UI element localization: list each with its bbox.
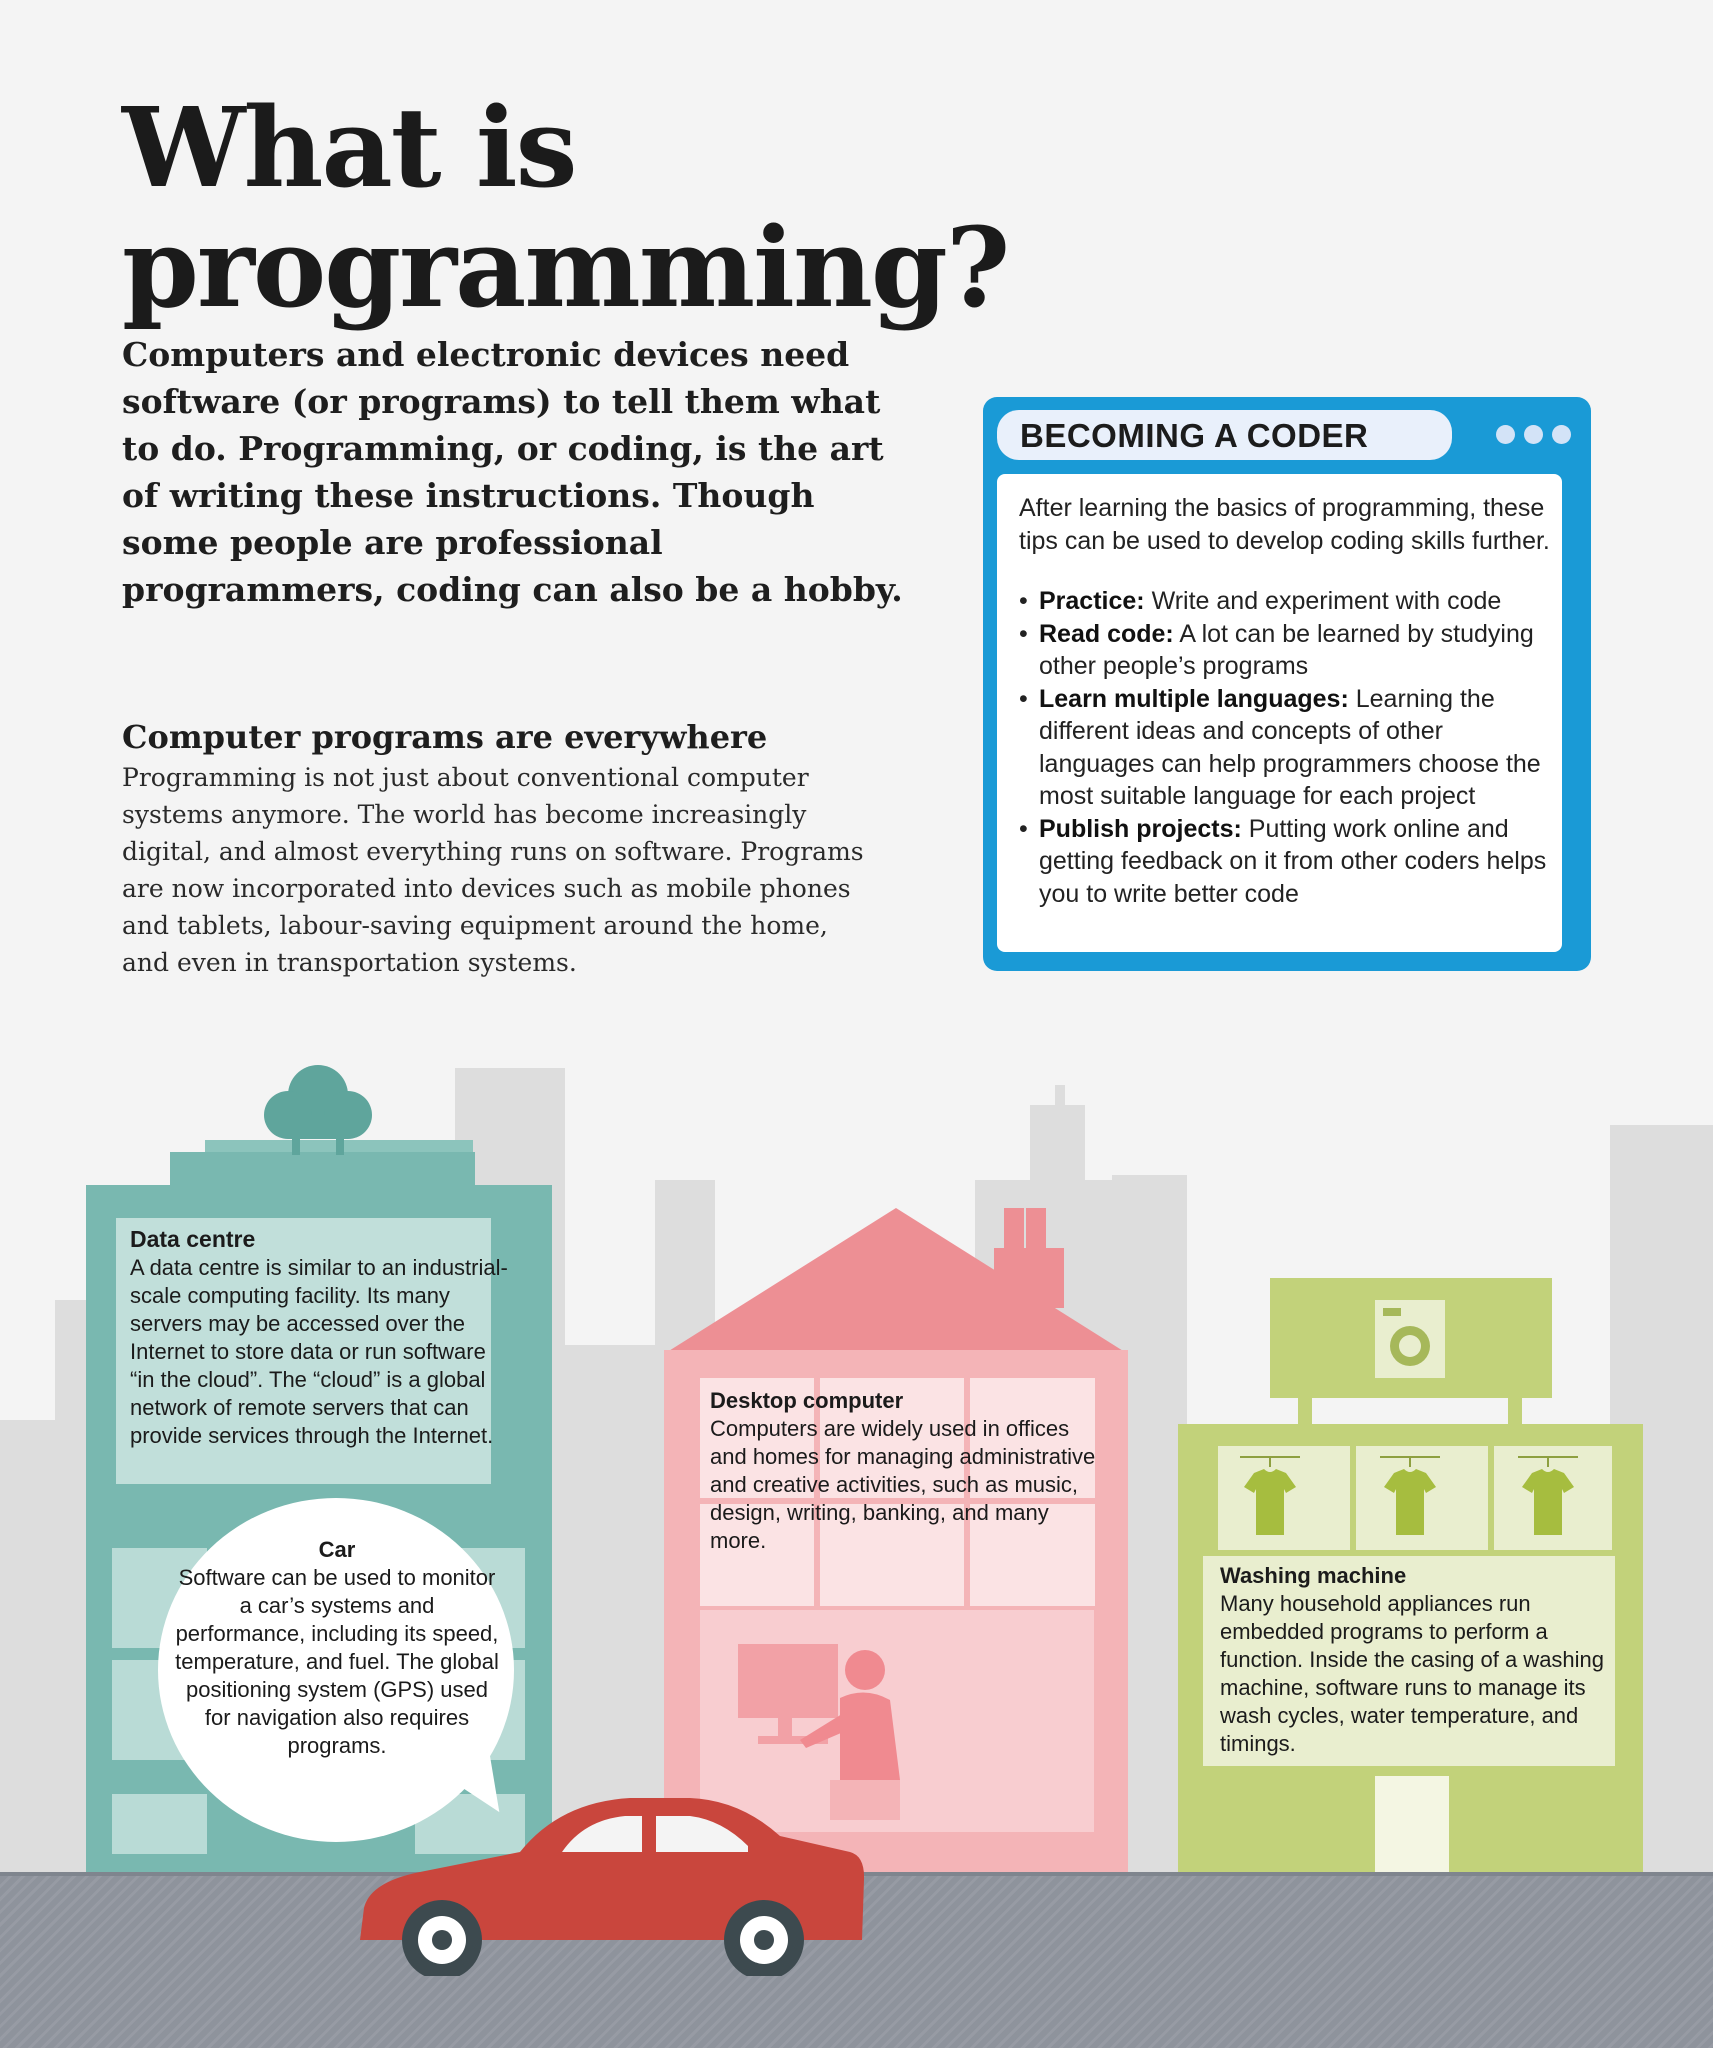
tshirt-icon bbox=[1518, 1455, 1578, 1537]
tip-term: Read code: bbox=[1039, 619, 1174, 648]
tshirt-icon bbox=[1380, 1455, 1440, 1537]
data-centre-roof bbox=[170, 1152, 475, 1185]
car-caption bbox=[175, 1536, 499, 1760]
coder-box-intro: After learning the basics of programming, these tips can be used to develop coding skills further. bbox=[1019, 494, 1550, 555]
tips-list bbox=[1019, 585, 1559, 910]
section-body: Programming is not just about conventional computer systems anymore. The world has become increasingly digital, and almost everything runs on software. Programs are now incorporated into devices such as mobile phones and tablets, labour-saving equipment around the home, and even in transportation systems. bbox=[122, 763, 864, 977]
list-item bbox=[1019, 813, 1559, 911]
list-item bbox=[1019, 683, 1559, 813]
washing-machine-caption bbox=[1220, 1562, 1610, 1758]
desktop-description: Computers are widely used in offices and homes for managing administrative and creative activities, such as music, design, writing, banking, and many more. bbox=[710, 1416, 1096, 1553]
washing-machine-title: Washing machine bbox=[1220, 1563, 1407, 1588]
washing-machine-description: Many household appliances run embedded programs to perform a function. Inside the casing of a washing machine, software runs to manage its wash cycles, water temperature, and timings. bbox=[1220, 1591, 1605, 1756]
tip-term: Learn multiple languages: bbox=[1039, 684, 1349, 713]
data-centre-title: Data centre bbox=[130, 1226, 256, 1252]
window-dot-icon bbox=[1552, 425, 1571, 444]
coder-box bbox=[983, 397, 1591, 971]
sign-post bbox=[1508, 1395, 1522, 1427]
car-icon bbox=[350, 1790, 870, 1976]
washing-machine-icon bbox=[1375, 1300, 1445, 1378]
window-dot-icon bbox=[1496, 425, 1515, 444]
cloud-icon bbox=[258, 1060, 378, 1155]
background-building bbox=[1055, 1085, 1065, 1110]
house-roof bbox=[664, 1208, 1128, 1354]
shop-door bbox=[1375, 1776, 1449, 1872]
tshirt-icon bbox=[1240, 1455, 1300, 1537]
data-centre-caption bbox=[130, 1225, 510, 1450]
tip-text: Write and experiment with code bbox=[1151, 587, 1502, 615]
section-heading: Computer programs are everywhere bbox=[122, 718, 768, 756]
coder-box-title: BECOMING A CODER bbox=[1020, 417, 1369, 454]
coder-box-panel bbox=[997, 474, 1562, 952]
desktop-title: Desktop computer bbox=[710, 1388, 904, 1413]
desktop-caption bbox=[710, 1387, 1105, 1555]
tip-text: Putting work online and getting feedback on it from other coders helps you to write better code bbox=[1039, 814, 1547, 908]
window bbox=[112, 1794, 207, 1854]
title-line-2: programming? bbox=[122, 203, 1009, 332]
sign-post bbox=[1298, 1395, 1312, 1427]
tip-term: Publish projects: bbox=[1039, 814, 1242, 843]
intro-paragraph: Computers and electronic devices need software (or programs) to tell them what to do. Programming, or coding, is the art of writing these instructions. Though some people are professional programmers, coding can also be a hobby. bbox=[122, 335, 903, 609]
background-building bbox=[1030, 1105, 1085, 1185]
tip-term: Practice: bbox=[1039, 587, 1145, 615]
tip-text: A lot can be learned by studying other people’s programs bbox=[1039, 619, 1534, 680]
page-title bbox=[122, 83, 1022, 332]
list-item bbox=[1019, 618, 1559, 683]
data-centre-description: A data centre is similar to an industrial-scale computing facility. Its many servers may be accessed over the Internet to store data or run software “in the cloud”. The “cloud” is a global network of remote servers that can provide services through the Internet. bbox=[130, 1255, 508, 1448]
car-description: Software can be used to monitor a car’s systems and performance, including its speed, temperature, and fuel. The global positioning system (GPS) used for navigation also requires programs. bbox=[175, 1565, 499, 1758]
window-dot-icon bbox=[1524, 425, 1543, 444]
tip-text: Learning the different ideas and concepts of other languages can help programmers choose the most suitable language for each project bbox=[1039, 684, 1541, 810]
car-title: Car bbox=[318, 1537, 356, 1562]
list-item bbox=[1019, 585, 1559, 618]
title-line-1: What is bbox=[122, 83, 576, 212]
